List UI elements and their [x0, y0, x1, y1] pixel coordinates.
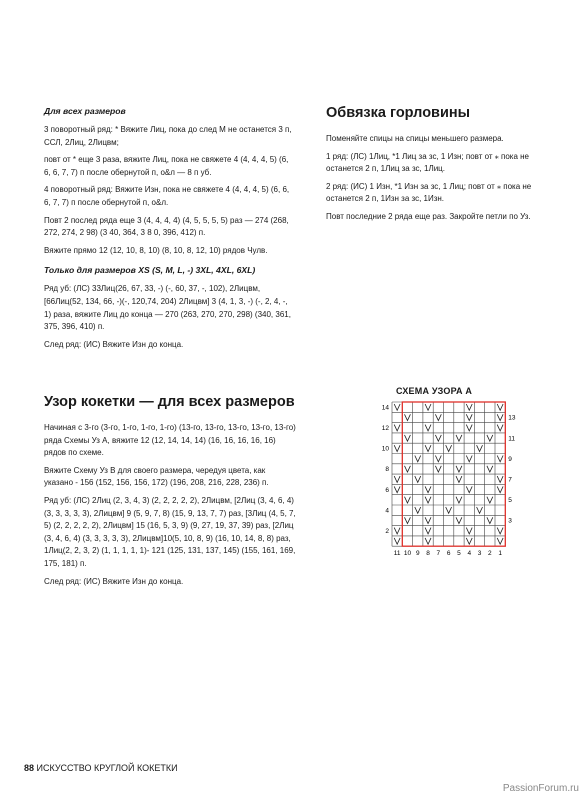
chart-v-symbol: [446, 445, 452, 451]
yoke-heading: Узор кокетки — для всех размеров: [44, 394, 295, 410]
chart-v-symbol: [425, 517, 431, 523]
chart-v-symbol: [415, 476, 421, 482]
all-sizes-paragraphs: [44, 124, 296, 257]
chart-column-label: 2: [488, 550, 492, 558]
chart-v-symbol: [425, 486, 431, 492]
neck-paragraph: 2 ряд: (ИС) 1 Изн, *1 Изн за зс, 1 Лиц; повт от ⁎ пока не останется 2 п, 1Изн за зс, 1Изн.: [326, 181, 532, 204]
page-footer: [24, 763, 178, 773]
chart-v-symbol: [405, 497, 411, 503]
yoke-paragraphs: [44, 422, 296, 588]
chart-v-symbol: [425, 404, 431, 410]
yoke-paragraph: След ряд: (ИС) Вяжите Изн до конца.: [44, 576, 184, 586]
chart-v-symbol: [487, 517, 493, 523]
all-sizes-paragraph: Вяжите прямо 12 (12, 10, 8, 10) (8, 10, 8, 12, 10) рядов Чулв.: [44, 245, 268, 255]
chart-v-symbol: [394, 476, 400, 482]
all-sizes-paragraph: 3 поворотный ряд: * Вяжите Лиц, пока до след М не останется 3 п, ССЛ, 2Лиц, 2Лицвм;: [44, 125, 292, 147]
chart-v-symbol: [497, 486, 503, 492]
chart-column-label: 8: [426, 550, 430, 558]
yoke-paragraph: Начиная с 3-го (3-го, 1-го, 1-го, 1-го) (13-го, 13-го, 13-го, 13-го, 13-го) ряда Схемы Уз А, вяжите 12 (12, 14, 14, 14) (16, 16, 16, 16, 16) рядов по схеме.: [44, 423, 296, 458]
chart-v-symbol: [405, 414, 411, 420]
chart-column-label: 3: [477, 550, 482, 558]
chart-v-symbol: [487, 435, 493, 441]
chart-v-symbol: [405, 435, 411, 441]
chart-v-symbol: [456, 435, 462, 441]
chart-column-label: 4: [467, 550, 472, 558]
chart-v-symbol: [497, 404, 503, 410]
yoke-paragraph: Ряд уб: (ЛС) 2Лиц (2, 3, 4, 3) (2, 2, 2, 2, 2), 2Лицвм, [2Лиц (3, 4, 6, 4) (3, 3, 3, 3, 3), 2Лицвм] 9 (5, 9, 7, 8) (15, 9, 13, 7, 7) раз, [3Лиц (4, 5, 7, 5) (2, 2, 2, 2, 2), 2Лицвм] 15 (16, 5, 3, 9) (9, 27, 19, 37, 39) раз, [2Лиц (3, 4, 6, 4) (3, 3, 3, 3, 3), 2Лицвм]10(5, 10, 8, 9) (16, 10, 14, 8, 8) раз, 1Лиц(2, 2, 3, 2) (1, 1, 1, 1, 1)- 121 (125, 131, 137, 145) (155, 161, 169, 175, 181) п.: [44, 495, 296, 568]
neck-paragraphs: [326, 133, 562, 224]
chart-row-label: 14: [381, 404, 389, 412]
chart-v-symbol: [466, 404, 472, 410]
chart-row-label: 9: [508, 455, 512, 463]
chart-v-symbol: [487, 466, 493, 472]
chart-v-symbol: [405, 466, 411, 472]
chart-v-symbol: [466, 425, 472, 431]
chart-v-symbol: [456, 497, 462, 503]
chart-v-symbol: [415, 507, 421, 513]
chart-v-symbol: [487, 497, 493, 503]
chart-row-label: 11: [508, 435, 516, 443]
chart-row-label: 12: [381, 425, 389, 433]
chart-v-symbol: [466, 456, 472, 462]
pattern-chart: [374, 386, 524, 579]
chart-v-symbol: [394, 445, 400, 451]
only-sizes-paragraph: Ряд уб: (ЛС) 33Лиц(26, 67, 33, -) (-, 60, 37, -, 102), 2Лицвм, [66Лиц(52, 134, 66, -)(-, 120,74, 204) 2Лицвм] 3 (4, 1, 3, -) (-, 2, 4, -, 1) раза, вяжите Лиц до конца — 270 (263, 270, 270, 298) (340, 361, 375, 396, 410) п.: [44, 284, 291, 332]
chart-row-label: 10: [381, 445, 389, 453]
chart-v-symbol: [394, 486, 400, 492]
page-number: 88: [24, 763, 35, 773]
chart-v-symbol: [394, 528, 400, 534]
chart-column-label: 9: [415, 550, 420, 558]
chart-v-symbol: [456, 517, 462, 523]
chart-row-label: 5: [508, 497, 512, 505]
neck-heading: Обвязка горловины: [326, 105, 471, 121]
chart-v-symbol: [497, 528, 503, 534]
chart-v-symbol: [435, 435, 441, 441]
chart-row-label: 6: [385, 486, 389, 494]
only-sizes-paragraphs: [44, 283, 296, 351]
chart-column-label: 6: [446, 550, 451, 558]
chart-row-label: 3: [508, 517, 512, 525]
chart-title: СХЕМА УЗОРА А: [396, 386, 473, 396]
chart-v-symbol: [477, 445, 483, 451]
all-sizes-paragraph: 4 поворотный ряд: Вяжите Изн, пока не свяжете 4 (4, 4, 4, 5) (6, 6, 6, 7, 7) п после обернутой п, о&л.: [44, 185, 290, 207]
chart-row-label: 13: [508, 414, 516, 422]
chart-v-symbol: [456, 466, 462, 472]
chart-v-symbol: [394, 425, 400, 431]
watermark: PassionForum.ru: [502, 783, 579, 794]
chart-row-label: 8: [385, 466, 389, 474]
chart-column-label: 10: [403, 550, 412, 558]
chart-v-symbol: [435, 456, 441, 462]
chart-v-symbol: [456, 476, 462, 482]
neck-section: [326, 104, 562, 229]
yoke-section: [44, 393, 296, 593]
chart-v-symbol: [425, 497, 431, 503]
neck-paragraph: Повт последние 2 ряда еще раз. Закройте петли по Уз.: [326, 211, 531, 221]
chart-v-symbol: [405, 517, 411, 523]
chart-v-symbol: [415, 456, 421, 462]
chart-v-symbol: [435, 466, 441, 472]
chart-v-symbol: [425, 538, 431, 544]
only-sizes-paragraph: След ряд: (ИС) Вяжите Изн до конца.: [44, 339, 184, 349]
chart-column-label: 1: [498, 550, 502, 558]
chart-v-symbol: [435, 414, 441, 420]
chart-v-symbol: [466, 538, 472, 544]
left-column: [44, 106, 296, 356]
chart-v-symbol: [497, 476, 503, 482]
chart-v-symbol: [394, 404, 400, 410]
chart-v-symbol: [497, 414, 503, 420]
chart-row-label: 7: [508, 476, 512, 484]
chart-svg: [374, 398, 524, 574]
chart-v-symbol: [497, 538, 503, 544]
chart-column-label: 7: [436, 550, 441, 558]
all-sizes-paragraph: Повт 2 послед ряда еще 3 (4, 4, 4, 4) (4, 5, 5, 5, 5) раз — 274 (268, 272, 274, 2 98) (3 40, 364, 3 8 0, 396, 412) п.: [44, 215, 289, 238]
chart-row-label: 4: [385, 507, 389, 515]
chart-v-symbol: [466, 414, 472, 420]
chart-v-symbol: [425, 528, 431, 534]
chart-row-label: 2: [385, 528, 389, 536]
chart-v-symbol: [497, 425, 503, 431]
chart-column-label: 5: [457, 550, 461, 558]
chart-v-symbol: [466, 528, 472, 534]
neck-paragraph: Поменяйте спицы на спицы меньшего размера.: [326, 134, 504, 143]
chart-v-symbol: [425, 445, 431, 451]
chart-v-symbol: [497, 456, 503, 462]
chart-v-symbol: [425, 425, 431, 431]
all-sizes-heading: Для всех размеров: [44, 106, 126, 116]
only-sizes-heading: Только для размеров XS (S, M, L, -) 3XL, 4XL, 6XL): [44, 265, 256, 276]
footer-title: ИСКУССТВО КРУГЛОЙ КОКЕТКИ: [36, 763, 178, 773]
chart-v-symbol: [394, 538, 400, 544]
all-sizes-paragraph: повт от * еще 3 раза, вяжите Лиц, пока не свяжете 4 (4, 4, 4, 5) (6, 6, 6, 7, 7) п после обернутой п, о&л — 8 п уб.: [44, 155, 289, 177]
chart-column-label: 11: [393, 550, 401, 558]
chart-v-symbol: [477, 507, 483, 513]
neck-paragraph: 1 ряд: (ЛС) 1Лиц, *1 Лиц за зс, 1 Изн; повт от ⁎ пока не останется 2 п, 1Лиц за зс, 1Лиц.: [326, 151, 529, 174]
yoke-paragraph: Вяжите Схему Уз В для своего размера, чередуя цвета, как указано - 156 (152, 156, 156, 172) (196, 208, 216, 228, 236) п.: [44, 465, 269, 488]
chart-v-symbol: [466, 486, 472, 492]
chart-v-symbol: [446, 507, 452, 513]
